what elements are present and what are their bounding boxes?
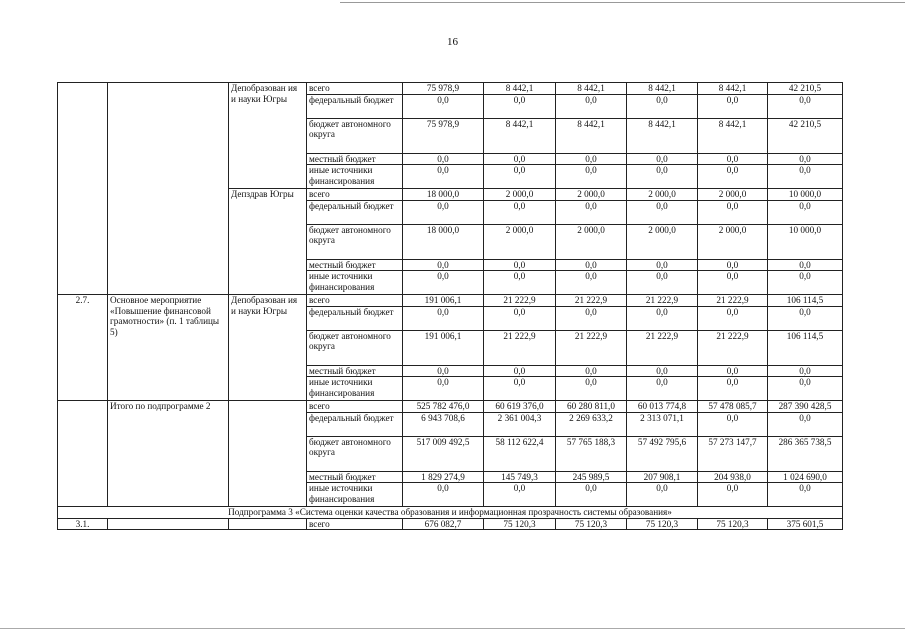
amount-cell: 245 989,5 [556,471,627,483]
amount-cell: 0,0 [484,483,556,507]
amount-cell: 2 313 071,1 [627,412,698,436]
amount-cell: 57 273 147,7 [698,436,768,471]
amount-cell: 0,0 [768,271,843,295]
funding-source-cell: бюджет автономного округа [307,330,403,365]
funding-source-cell: местный бюджет [307,259,403,271]
table-row [58,295,843,307]
executor-cell: Депобразован ия и науки Югры [229,295,307,401]
amount-cell: 0,0 [556,365,627,377]
amount-cell: 0,0 [484,259,556,271]
funding-source-cell: федеральный бюджет [307,200,403,224]
amount-cell: 8 442,1 [556,118,627,153]
amount-cell: 57 478 085,7 [698,401,768,413]
amount-cell: 8 442,1 [484,118,556,153]
amount-cell: 517 009 492,5 [403,436,484,471]
subprogram-heading-row [58,507,843,519]
amount-cell: 204 938,0 [698,471,768,483]
amount-cell: 0,0 [698,94,768,118]
amount-cell: 6 943 708,6 [403,412,484,436]
amount-cell: 18 000,0 [403,224,484,259]
amount-cell: 0,0 [698,153,768,165]
amount-cell: 2 000,0 [556,224,627,259]
amount-cell: 0,0 [768,259,843,271]
amount-cell: 21 222,9 [627,295,698,307]
row-number-cell [58,83,108,295]
amount-cell: 0,0 [556,259,627,271]
amount-cell: 0,0 [768,483,843,507]
amount-cell: 21 222,9 [627,330,698,365]
amount-cell: 676 082,7 [403,518,484,530]
amount-cell: 75 120,3 [484,518,556,530]
amount-cell: 0,0 [698,377,768,401]
measure-name-cell: Основное мероприятие «Повышение финансовой грамотности» (п. 1 таблицы 5) [108,295,229,401]
measure-name-cell [108,83,229,295]
amount-cell: 0,0 [768,412,843,436]
amount-cell: 21 222,9 [698,330,768,365]
funding-source-cell: федеральный бюджет [307,412,403,436]
funding-source-cell: всего [307,518,403,530]
amount-cell: 2 269 633,2 [556,412,627,436]
amount-cell: 42 210,5 [768,118,843,153]
row-number-cell: 2.7. [58,295,108,401]
amount-cell: 0,0 [403,306,484,330]
amount-cell: 8 442,1 [484,83,556,95]
funding-source-cell: бюджет автономного округа [307,436,403,471]
amount-cell: 0,0 [698,483,768,507]
amount-cell: 0,0 [698,200,768,224]
amount-cell: 2 000,0 [484,224,556,259]
amount-cell: 0,0 [403,259,484,271]
amount-cell: 0,0 [403,365,484,377]
amount-cell: 106 114,5 [768,330,843,365]
amount-cell: 60 013 774,8 [627,401,698,413]
table-row [58,518,843,530]
amount-cell: 0,0 [484,153,556,165]
amount-cell: 0,0 [556,153,627,165]
funding-source-cell: иные источники финансирования [307,271,403,295]
amount-cell: 58 112 622,4 [484,436,556,471]
table-row [58,401,843,413]
amount-cell: 0,0 [403,94,484,118]
amount-cell: 60 280 811,0 [556,401,627,413]
amount-cell: 0,0 [627,377,698,401]
amount-cell: 0,0 [403,271,484,295]
funding-source-cell: всего [307,189,403,201]
amount-cell: 75 120,3 [698,518,768,530]
amount-cell: 18 000,0 [403,189,484,201]
funding-source-cell: бюджет автономного округа [307,224,403,259]
executor-cell: Депобразован ия и науки Югры [229,83,307,189]
amount-cell: 287 390 428,5 [768,401,843,413]
amount-cell: 0,0 [484,365,556,377]
amount-cell: 21 222,9 [698,295,768,307]
amount-cell: 60 619 376,0 [484,401,556,413]
amount-cell: 0,0 [698,259,768,271]
amount-cell: 8 442,1 [698,83,768,95]
amount-cell: 106 114,5 [768,295,843,307]
amount-cell: 375 601,5 [768,518,843,530]
amount-cell: 1 024 690,0 [768,471,843,483]
amount-cell: 0,0 [698,365,768,377]
amount-cell: 75 120,3 [627,518,698,530]
amount-cell: 0,0 [768,94,843,118]
amount-cell: 57 492 795,6 [627,436,698,471]
amount-cell: 0,0 [556,200,627,224]
amount-cell: 0,0 [556,165,627,189]
amount-cell: 0,0 [484,377,556,401]
funding-source-cell: местный бюджет [307,471,403,483]
funding-source-cell: федеральный бюджет [307,306,403,330]
table-row [58,83,843,95]
amount-cell: 0,0 [768,377,843,401]
page-number: 16 [447,36,458,48]
amount-cell: 1 829 274,9 [403,471,484,483]
amount-cell: 0,0 [698,412,768,436]
amount-cell: 0,0 [698,271,768,295]
amount-cell: 2 000,0 [556,189,627,201]
amount-cell: 0,0 [627,200,698,224]
amount-cell: 0,0 [403,200,484,224]
amount-cell: 0,0 [484,271,556,295]
amount-cell: 207 908,1 [627,471,698,483]
amount-cell: 0,0 [768,153,843,165]
amount-cell: 0,0 [768,165,843,189]
row-number-cell [58,401,108,507]
amount-cell: 8 442,1 [698,118,768,153]
amount-cell: 0,0 [403,153,484,165]
amount-cell: 525 782 476,0 [403,401,484,413]
amount-cell: 0,0 [556,377,627,401]
amount-cell: 145 749,3 [484,471,556,483]
amount-cell: 191 006,1 [403,330,484,365]
subprogram-heading: Подпрограмма 3 «Система оценки качества образования и информационная прозрачность системы образования» [58,507,843,519]
amount-cell: 0,0 [627,259,698,271]
amount-cell: 0,0 [484,165,556,189]
amount-cell: 75 978,9 [403,83,484,95]
amount-cell: 0,0 [698,165,768,189]
funding-source-cell: иные источники финансирования [307,165,403,189]
amount-cell: 21 222,9 [484,330,556,365]
amount-cell: 0,0 [556,94,627,118]
amount-cell: 2 000,0 [484,189,556,201]
budget-table [57,82,843,530]
scan-edge-line [340,2,905,3]
funding-source-cell: иные источники финансирования [307,483,403,507]
amount-cell: 21 222,9 [484,295,556,307]
amount-cell: 0,0 [698,306,768,330]
amount-cell: 0,0 [556,271,627,295]
executor-cell [229,518,307,530]
amount-cell: 42 210,5 [768,83,843,95]
amount-cell: 2 000,0 [627,224,698,259]
amount-cell: 0,0 [627,271,698,295]
amount-cell: 2 000,0 [698,189,768,201]
row-number-cell: 3.1. [58,518,108,530]
amount-cell: 0,0 [627,165,698,189]
amount-cell: 191 006,1 [403,295,484,307]
funding-source-cell: всего [307,83,403,95]
amount-cell: 0,0 [768,306,843,330]
amount-cell: 8 442,1 [556,83,627,95]
amount-cell: 2 000,0 [698,224,768,259]
amount-cell: 0,0 [627,483,698,507]
funding-source-cell: местный бюджет [307,365,403,377]
amount-cell: 0,0 [484,94,556,118]
amount-cell: 0,0 [627,365,698,377]
amount-cell: 2 361 004,3 [484,412,556,436]
measure-name-cell: Итого по подпрограмме 2 [108,401,229,507]
amount-cell: 21 222,9 [556,295,627,307]
funding-source-cell: всего [307,401,403,413]
amount-cell: 0,0 [627,94,698,118]
amount-cell: 286 365 738,5 [768,436,843,471]
funding-source-cell: иные источники финансирования [307,377,403,401]
amount-cell: 0,0 [403,377,484,401]
funding-source-cell: бюджет автономного округа [307,118,403,153]
amount-cell: 0,0 [403,483,484,507]
measure-name-cell [108,518,229,530]
scan-edge-line-bottom [0,628,905,629]
amount-cell: 10 000,0 [768,224,843,259]
amount-cell: 8 442,1 [627,83,698,95]
amount-cell: 0,0 [768,200,843,224]
amount-cell: 57 765 188,3 [556,436,627,471]
amount-cell: 8 442,1 [627,118,698,153]
executor-cell: Депздрав Югры [229,189,307,295]
funding-source-cell: всего [307,295,403,307]
amount-cell: 75 978,9 [403,118,484,153]
amount-cell: 2 000,0 [627,189,698,201]
amount-cell: 0,0 [556,483,627,507]
amount-cell: 0,0 [627,306,698,330]
amount-cell: 0,0 [768,365,843,377]
funding-source-cell: федеральный бюджет [307,94,403,118]
amount-cell: 0,0 [484,306,556,330]
amount-cell: 0,0 [627,153,698,165]
amount-cell: 75 120,3 [556,518,627,530]
amount-cell: 0,0 [484,200,556,224]
amount-cell: 10 000,0 [768,189,843,201]
funding-source-cell: местный бюджет [307,153,403,165]
executor-cell [229,401,307,507]
amount-cell: 21 222,9 [556,330,627,365]
amount-cell: 0,0 [403,165,484,189]
amount-cell: 0,0 [556,306,627,330]
